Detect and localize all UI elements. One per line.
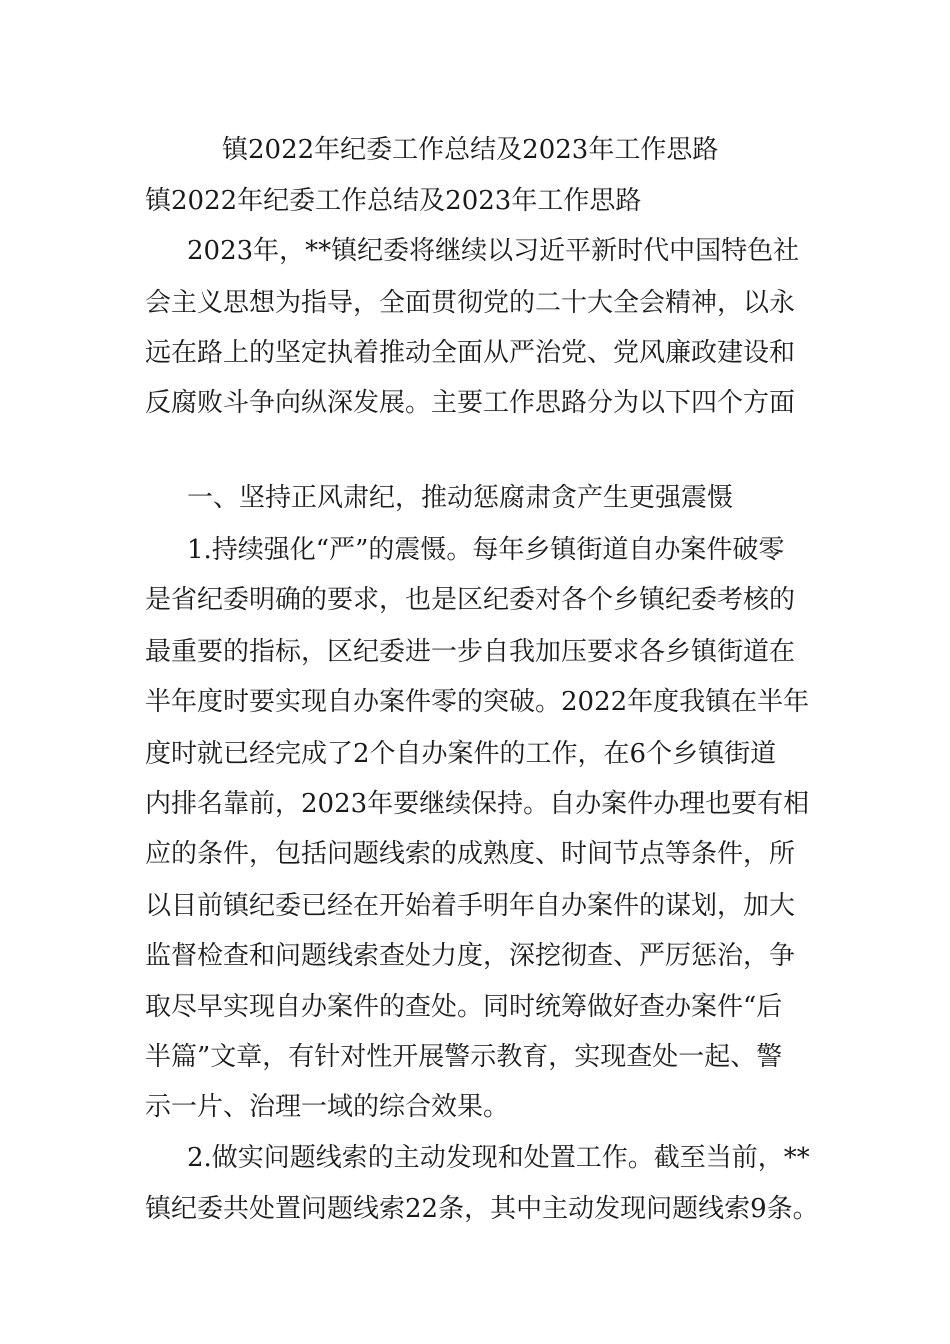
paragraph-line: 取尽早实现自办案件的查处。同时统筹做好查办案件“后 <box>145 992 783 1022</box>
paragraph-line: 1.持续强化“严”的震慑。每年乡镇街道自办案件破零 <box>187 535 785 565</box>
paragraph-line: 以目前镇纪委已经在开始着手明年自办案件的谋划，加大 <box>145 891 796 921</box>
paragraph-line: 2023年，**镇纪委将继续以习近平新时代中国特色社 <box>187 236 800 266</box>
paragraph-line: 反腐败斗争向纵深发展。主要工作思路分为以下四个方面 <box>145 388 796 418</box>
paragraph-line: 会主义思想为指导，全面贯彻党的二十大全会精神，以永 <box>145 288 796 318</box>
paragraph-line: 半篇”文章，有针对性开展警示教育，实现查处一起、警 <box>145 1042 783 1072</box>
paragraph-line: 监督检查和问题线索查处力度，深挖彻查、严厉惩治，争 <box>145 941 796 971</box>
paragraph-line: 是省纪委明确的要求，也是区纪委对各个乡镇纪委考核的 <box>145 585 796 615</box>
paragraph-line: 应的条件，包括问题线索的成熟度、时间节点等条件，所 <box>145 839 796 869</box>
paragraph-line: 远在路上的坚定执着推动全面从严治党、党风廉政建设和 <box>145 338 796 368</box>
section-heading: 一、坚持正风肃纪，推动惩腐肃贪产生更强震慑 <box>187 483 734 513</box>
document-title: 镇2022年纪委工作总结及2023年工作思路 <box>222 135 719 165</box>
paragraph-line: 示一片、治理一域的综合效果。 <box>145 1092 510 1122</box>
document-subtitle: 镇2022年纪委工作总结及2023年工作思路 <box>145 186 642 216</box>
paragraph-line: 镇纪委共处置问题线索22条，其中主动发现问题线索9条。 <box>145 1194 819 1224</box>
paragraph-line: 半年度时要实现自办案件零的突破。2022年度我镇在半年 <box>145 687 810 717</box>
paragraph-line: 2.做实问题线索的主动发现和处置工作。截至当前，** <box>187 1143 810 1173</box>
paragraph-line: 内排名靠前，2023年要继续保持。自办案件办理也要有相 <box>145 789 810 819</box>
paragraph-line: 度时就已经完成了2个自办案件的工作，在6个乡镇街道 <box>145 739 777 769</box>
paragraph-line: 最重要的指标，区纪委进一步自我加压要求各乡镇街道在 <box>145 637 796 667</box>
